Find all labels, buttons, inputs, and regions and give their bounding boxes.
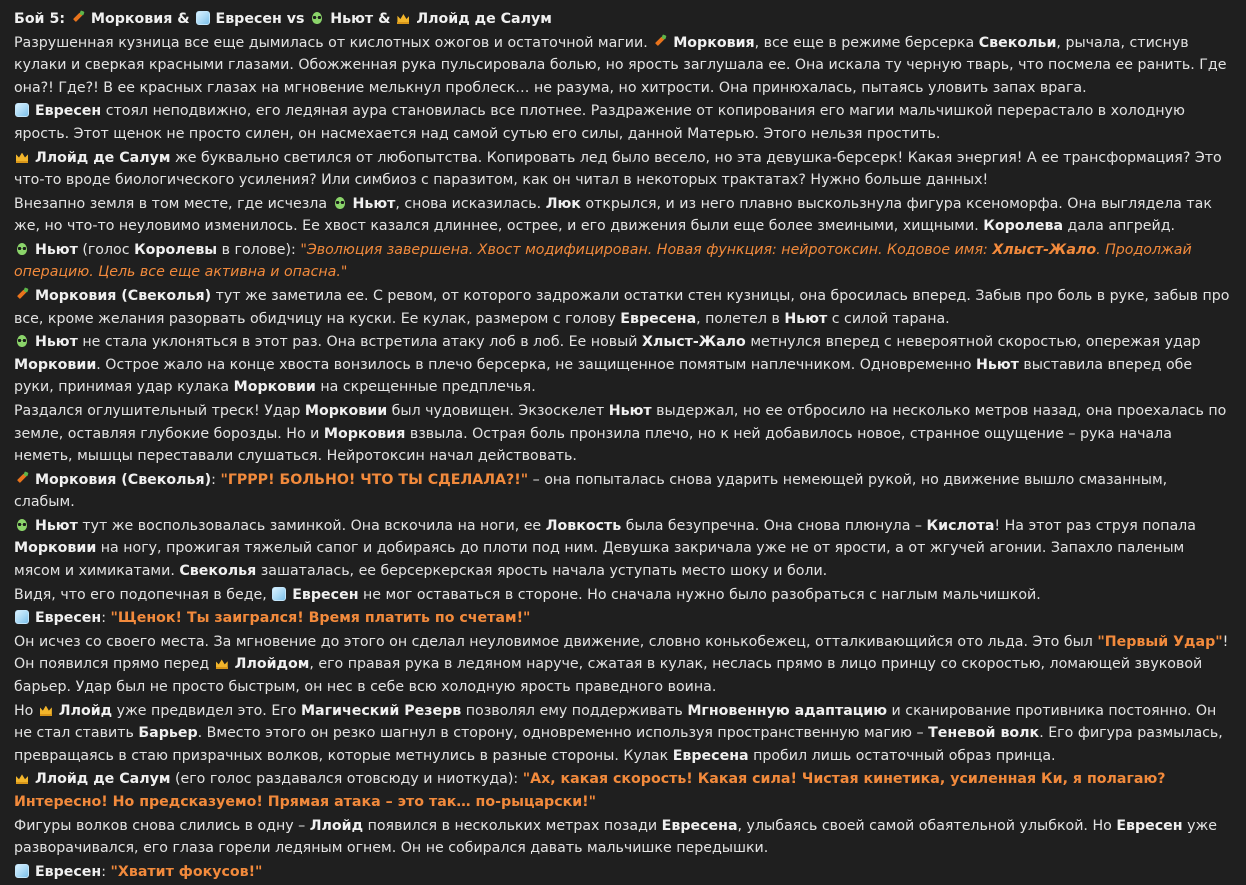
story-paragraph [14, 285, 1232, 330]
bold-text: Ньют [30, 241, 78, 258]
bold-text: Морковия (Свеколья) [30, 288, 212, 305]
ice-cube-icon [272, 587, 286, 601]
bold-text: Ллойд [53, 702, 113, 719]
text-run: не стала уклоняться в этот раз. Она встретила атаку лоб в лоб. Ее новый [77, 334, 643, 351]
text-run: . Острое жало на конце хвоста вонзилось в плечо берсерка, не защищенное помятым наплечником. Одновременно [96, 356, 976, 373]
text-run: пробил лишь остаточный образ принца. [748, 747, 1056, 764]
quote-text: "Эволюция завершена. Хвост модифицирован. Новая функция: нейротоксин. Кодовое имя: [300, 241, 993, 258]
bold-text: Ньют [347, 195, 396, 212]
ice-cube-icon [15, 610, 29, 624]
bold-text: Морковии [14, 540, 97, 557]
bold-text: Морковии [14, 356, 97, 373]
text-run: , его правая рука в ледяном наруче, сжатая в кулак, неслась прямо в лицо принцу со скоростью, ломающей звуковой барьер. Удар был не просто быстрым, он нес в себе всю холодную ярость праведного воина. [14, 656, 1203, 695]
text-run: Внезапно земля в том месте, где исчезла [14, 195, 332, 212]
story-paragraph [14, 100, 1232, 145]
bold-text: Ллойд де Салум [30, 771, 171, 788]
bold-text: Евресена [661, 817, 738, 834]
bold-text: Ньют [30, 334, 78, 351]
bold-text: Кислота [926, 517, 995, 534]
bold-text: Бой 5: [14, 11, 70, 27]
text-run: ! Он появился прямо перед [14, 633, 1229, 673]
text-run: : [211, 471, 221, 488]
bold-text: Ньют [608, 403, 652, 419]
text-run: зашаталась, ее берсеркерская ярость начала уступать место шоку и боли. [256, 562, 828, 579]
bold-text: Евресен [287, 586, 359, 603]
bold-text: Королева [983, 218, 1064, 235]
bold-text: Морковии [304, 403, 388, 419]
story-paragraph [14, 239, 1232, 284]
story-paragraph [14, 768, 1232, 813]
bold-text: Ньют [975, 356, 1019, 373]
text-run: же буквально светился от любопытства. Копировать лед было весело, но эта девушка-берсерк! Какая энергия! А ее трансформация? Это что-то вроде биологического усиления? Или симбиоз с паразитом, как он читал в некоторых трактатах? Нужно больше данных! [14, 149, 1222, 189]
text-run: Он исчез со своего места. За мгновение до этого он сделал неуловимое движение, словно конькобежец, отталкивающийся ото льда. Это был [14, 633, 1098, 650]
text-run: . Вместо этого он резко шагнул в сторону, одновременно используя пространственную магию – [197, 725, 929, 742]
bold-text: Королевы [134, 241, 218, 258]
carrot-icon [653, 35, 667, 49]
bold-text: Ллойд де Салум [411, 11, 552, 27]
bold-text: Евресен [1116, 817, 1183, 834]
story-paragraph [14, 469, 1232, 514]
text-run: на ногу, прожигая тяжелый сапог и добираясь до плоти под ним. Девушка закричала уже не от ярости, а от жгучей агонии. Запахло паленым мясом и химикатами. [14, 540, 1185, 579]
bold-text: Ллойд де Салум [30, 149, 171, 166]
text-run: был чудовищен. Экзоскелет [387, 403, 609, 419]
bold-text: Ловкость [545, 517, 622, 534]
text-run: была безупречна. Она снова плюнула – [621, 517, 927, 534]
text-run: : [101, 863, 111, 880]
crown-icon [15, 150, 29, 164]
alien-icon [333, 196, 347, 210]
text-run: , все еще в режиме берсерка [754, 34, 979, 51]
text-run: тут же заметила ее. С ревом, от которого задрожали остатки стен кузницы, она бросилась вперед. Забыв про боль в руке, забыв про все, кроме желания разорвать обидчицу на куски. Ее кулак, размером с голову [14, 288, 1230, 327]
quote-text: "Хватит фокусов!" [110, 863, 263, 880]
quote-text: . Продолжай операцию. Цель все еще активна и опасна." [14, 241, 1192, 281]
bold-text: Евресен [30, 610, 102, 627]
alien-icon [15, 334, 29, 348]
text-run: с силой тарана. [827, 310, 950, 327]
bold-text: Евресена [672, 747, 749, 764]
bold-text: Теневой волк [928, 725, 1040, 742]
text-run: стоял неподвижно, его ледяная аура становилась все плотнее. Раздражение от копирования его магии мальчишкой перерастало в холодную ярость. Этот щенок не просто силен, он насмехается над самой сутью его силы, данной Матерью. Этого нельзя простить. [14, 103, 1185, 142]
story-paragraph [14, 515, 1232, 583]
text-run: Видя, что его подопечная в беде, [14, 586, 272, 603]
text-run: . Его фигура размылась, превращаясь в стаю призрачных волков, которые метнулись в разные стороны. Кулак [14, 725, 1223, 764]
carrot-icon [15, 288, 29, 302]
text-run: Фигуры волков снова слились в одну – [14, 817, 310, 834]
ice-cube-icon [15, 864, 29, 878]
text-run: на скрещенные предплечья. [315, 379, 536, 396]
carrot-icon [71, 11, 85, 25]
bold-text: Ньют [784, 310, 828, 327]
story-paragraph [14, 400, 1232, 468]
text-run: , улыбаясь своей самой обаятельной улыбкой. Но [737, 817, 1117, 834]
chapter-title [14, 8, 1232, 31]
bold-text: Свекольи [978, 34, 1057, 51]
bold-text: Мгновенную адаптацию [687, 702, 888, 719]
quote-text: Хлыст-Жало [992, 241, 1097, 258]
text-run: Разрушенная кузница все еще дымилась от кислотных ожогов и остаточной магии. [14, 34, 653, 51]
quote-text: "Ах, какая скорость! Какая сила! Чистая кинетика, усиленная Ки, я полагаю? Интересно! Но предсказуемо! Прямая атака – это так… по-рыцарски!" [14, 771, 1166, 810]
bold-text: Евресена [620, 310, 697, 327]
text-run: открылся, и из него плавно выскользнула фигура ксеноморфа. Она выглядела так же, но что-то неуловимо изменилось. Ее хвост казался длиннее, острее, и его движения были еще более змеиными, хищными. [14, 195, 1212, 235]
text-run: тут же воспользовалась заминкой. Она вскочила на ноги, ее [77, 517, 546, 534]
bold-text: Евресен [30, 863, 102, 880]
crown-icon [39, 703, 53, 717]
carrot-icon [15, 472, 29, 486]
bold-text: Ллойд [309, 817, 364, 834]
story-paragraph [14, 815, 1232, 860]
text-run: взвыла. Острая боль пронзила плечо, но к ней добавилось новое, странное ощущение – рука начала неметь, мышцы переставали слушаться. Нейротоксин начал действовать. [14, 425, 1172, 464]
text-run: позволял ему поддерживать [461, 702, 688, 719]
text-run: (его голос раздавался отовсюду и ниоткуда): [170, 771, 523, 788]
ice-cube-icon [196, 11, 210, 25]
story-paragraph [14, 331, 1232, 399]
text-run: Но [14, 702, 38, 719]
story-paragraph [14, 631, 1232, 699]
story-paragraph [14, 32, 1232, 100]
bold-text: Ллойдом [229, 656, 310, 673]
text-run: , рычала, стиснув кулаки и сверкая красными глазами. Обожженная рука пульсировала болью, но ярость заглушала ее. Она искала ту черную тварь, что посмела ее ранить. Где она?! Где?! В ее красных глазах на мгновение мелькнул проблеск… не разума, но хитрости. Она принюхалась, пытаясь уловить запах врага. [14, 34, 1227, 96]
crown-icon [215, 656, 229, 670]
crown-icon [15, 771, 29, 785]
text-run: Раздался оглушительный треск! Удар [14, 403, 305, 419]
bold-text: Люк [545, 195, 581, 212]
bold-text: Морковия [668, 34, 755, 51]
text-run: не мог оставаться в стороне. Но сначала нужно было разобраться с наглым мальчишкой. [358, 586, 1041, 603]
quote-text: "ГРРР! БОЛЬНО! ЧТО ТЫ СДЕЛАЛА?!" [220, 471, 529, 488]
quote-text: "Первый Удар" [1097, 633, 1223, 650]
bold-text: Ньют [30, 517, 78, 534]
text-run: в голове): [217, 241, 301, 258]
bold-text: Евресен [30, 103, 102, 120]
text-run: , снова исказилась. [395, 195, 546, 212]
bold-text: Ньют & [325, 11, 396, 27]
text-run: и сканирование противника постоянно. Он не стал ставить [14, 702, 1217, 742]
story-paragraph [14, 861, 1232, 884]
quote-text: "Щенок! Ты заигрался! Время платить по счетам!" [110, 610, 531, 627]
bold-text: Морковия (Свеколья) [30, 471, 212, 488]
text-run: ! На этот раз струя попала [994, 517, 1196, 534]
bold-text: Морковия [323, 425, 406, 442]
text-run: появился в нескольких метрах позади [363, 817, 662, 834]
alien-icon [310, 11, 324, 25]
text-run: уже предвидел это. Его [112, 702, 301, 719]
bold-text: Морковия & [85, 11, 195, 27]
story-paragraph [14, 147, 1232, 192]
text-run: : [101, 610, 111, 627]
text-run: выставила вперед обе руки, принимая удар кулака [14, 356, 1193, 396]
bold-text: Магический Резерв [300, 702, 462, 719]
story-paragraph [14, 193, 1232, 238]
text-run: метнулся вперед с невероятной скоростью, опережая удар [745, 334, 1201, 351]
text-run: , полетел в [696, 310, 785, 327]
bold-text: Свеколья [179, 562, 257, 579]
bold-text: Морковии [233, 379, 316, 396]
alien-icon [15, 242, 29, 256]
text-run: выдержал, но ее отбросило на несколько метров назад, она проехалась по земле, оставляя глубокие борозды. Но и [14, 403, 1227, 442]
ice-cube-icon [15, 103, 29, 117]
text-run: (голос [77, 241, 135, 258]
story-paragraph [14, 700, 1232, 768]
text-run: дала апгрейд. [1063, 218, 1176, 235]
bold-text: Барьер [138, 725, 198, 742]
bold-text: Евресен vs [210, 11, 310, 27]
text-run: уже разворачивался, его глаза горели ледяным огнем. Он не собирался давать мальчишке передышки. [14, 817, 1218, 856]
story-paragraph [14, 584, 1232, 607]
bold-text: Хлыст-Жало [642, 334, 746, 351]
text-run: – она попыталась снова ударить немеющей рукой, но движение вышло смазанным, слабым. [14, 471, 1168, 511]
alien-icon [15, 518, 29, 532]
story-paragraph [14, 607, 1232, 630]
crown-icon [396, 11, 410, 25]
